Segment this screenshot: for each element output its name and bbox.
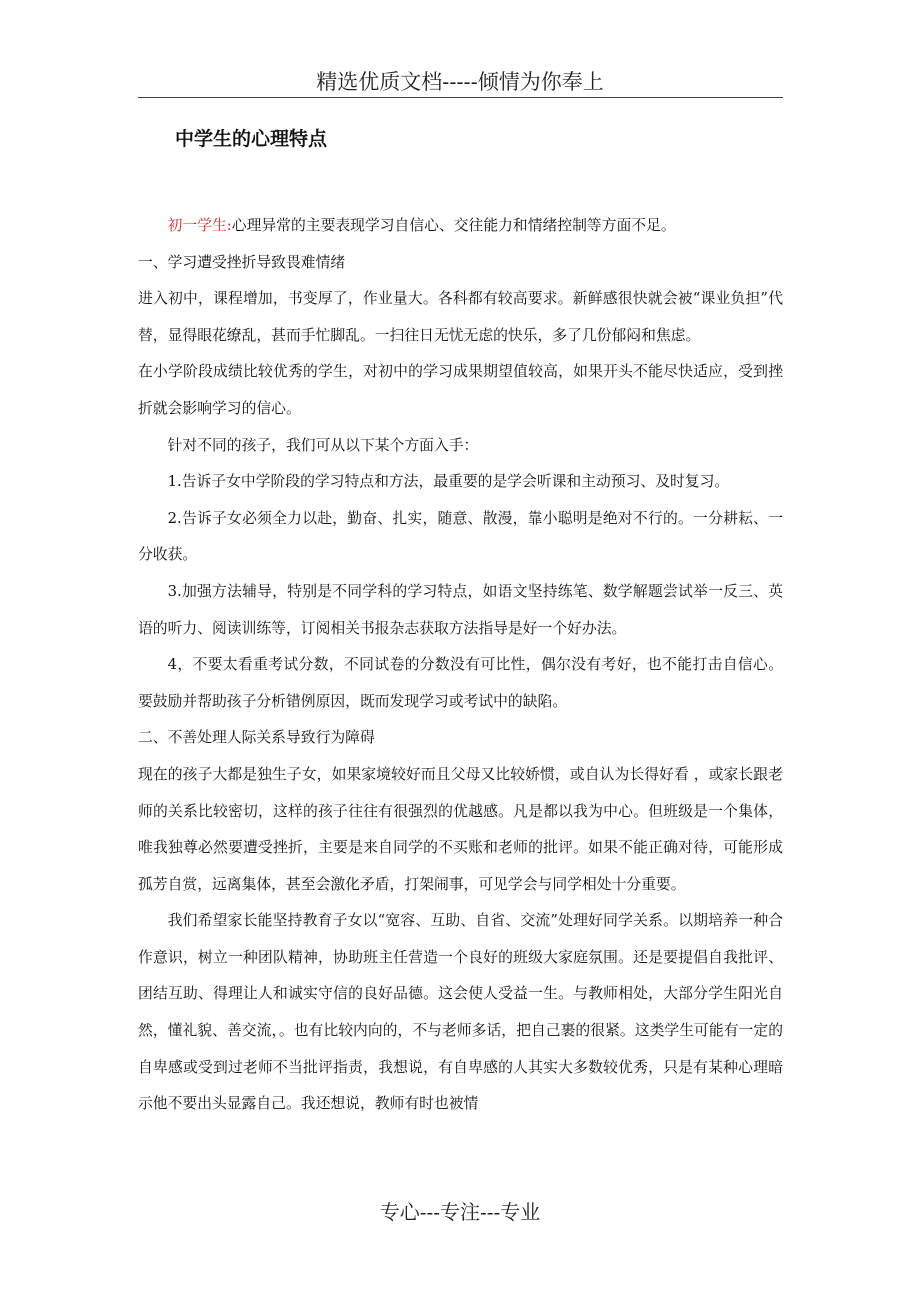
paragraph: 在小学阶段成绩比较优秀的学生，对初中的学习成果期望值较高，如果开头不能尽快适应，受到挫折就会影响学习的信心。 <box>138 363 783 417</box>
list-item: 2.告诉子女必须全力以赴，勤奋、扎实，随意、散漫，靠小聪明是绝对不行的。一分耕耘、一分收获。 <box>138 509 783 564</box>
intro-text: 心理异常的主要表现学习自信心、交往能力和情绪控制等方面不足。 <box>231 217 676 234</box>
intro-paragraph <box>138 208 783 245</box>
paragraph: 我们希望家长能坚持教育子女以“宽容、互助、自省、交流”处理好同学关系。以期培养一种合作意识，树立一种团队精神，协助班主任营造一个良好的班级大家庭氛围。还是要提倡自我批评、团结互助、得理让人和诚实守信的良好品德。这会使人受益一生。与教师相处，大部分学生阳光自然，懂礼貌、善交流，。也有比较内向的，不与老师多话，把自己裹的很紧。这类学生可能有一定的自卑感或受到过老师不当批评指责，我想说，有自卑感的人其实大多数较优秀，只是有某种心理暗示他不要出头显露自己。我还想说，教师有时也被情 <box>138 912 783 1113</box>
section-heading: 二、不善处理人际关系导致行为障碍 <box>138 729 375 747</box>
list-item: 3.加强方法辅导，特别是不同学科的学习特点，如语文坚持练笔、数学解题尝试举一反三、英语的听力、阅读训练等，订阅相关书报杂志获取方法指导是好一个好办法。 <box>138 582 783 637</box>
header-divider <box>138 97 783 98</box>
paragraph: 针对不同的孩子，我们可从以下某个方面入手： <box>167 436 479 454</box>
paragraph: 进入初中，课程增加，书变厚了，作业量大。各科都有较高要求。新鲜感很快就会被“课业负担”代替，显得眼花缭乱，甚而手忙脚乱。一扫往日无忧无虑的快乐，多了几份郁闷和焦虑。 <box>138 290 783 344</box>
list-item: 1.告诉子女中学阶段的学习特点和方法，最重要的是学会听课和主动预习、及时复习。 <box>167 473 730 491</box>
page-footer: 专心---专注---专业 <box>379 1200 541 1224</box>
paragraph: 现在的孩子大都是独生子女，如果家境较好而且父母又比较娇惯，或自认为长得好看 ，或家长跟老师的关系比较密切，这样的孩子往往有很强烈的优越感。凡是都以我为中心。但班级是一个集体，唯我独尊必然要遭受挫折，主要是来自同学的不买账和老师的批评。如果不能正确对待，可能形成孤芳自赏，远离集体，甚至会激化矛盾，打架闹事，可见学会与同学相处十分重要。 <box>138 765 783 893</box>
document-body <box>138 208 783 1123</box>
document-title: 中学生的心理特点 <box>175 128 328 150</box>
page-header: 精选优质文档-----倾情为你奉上 <box>316 70 604 94</box>
list-item: 4，不要太看重考试分数，不同试卷的分数没有可比性，偶尔没有考好，也不能打击自信心。要鼓励并帮助孩子分析错例原因，既而发现学习或考试中的缺陷。 <box>138 656 783 710</box>
section-heading: 一、学习遭受挫折导致畏难情绪 <box>138 253 346 271</box>
intro-label: 初一学生: <box>167 217 232 234</box>
